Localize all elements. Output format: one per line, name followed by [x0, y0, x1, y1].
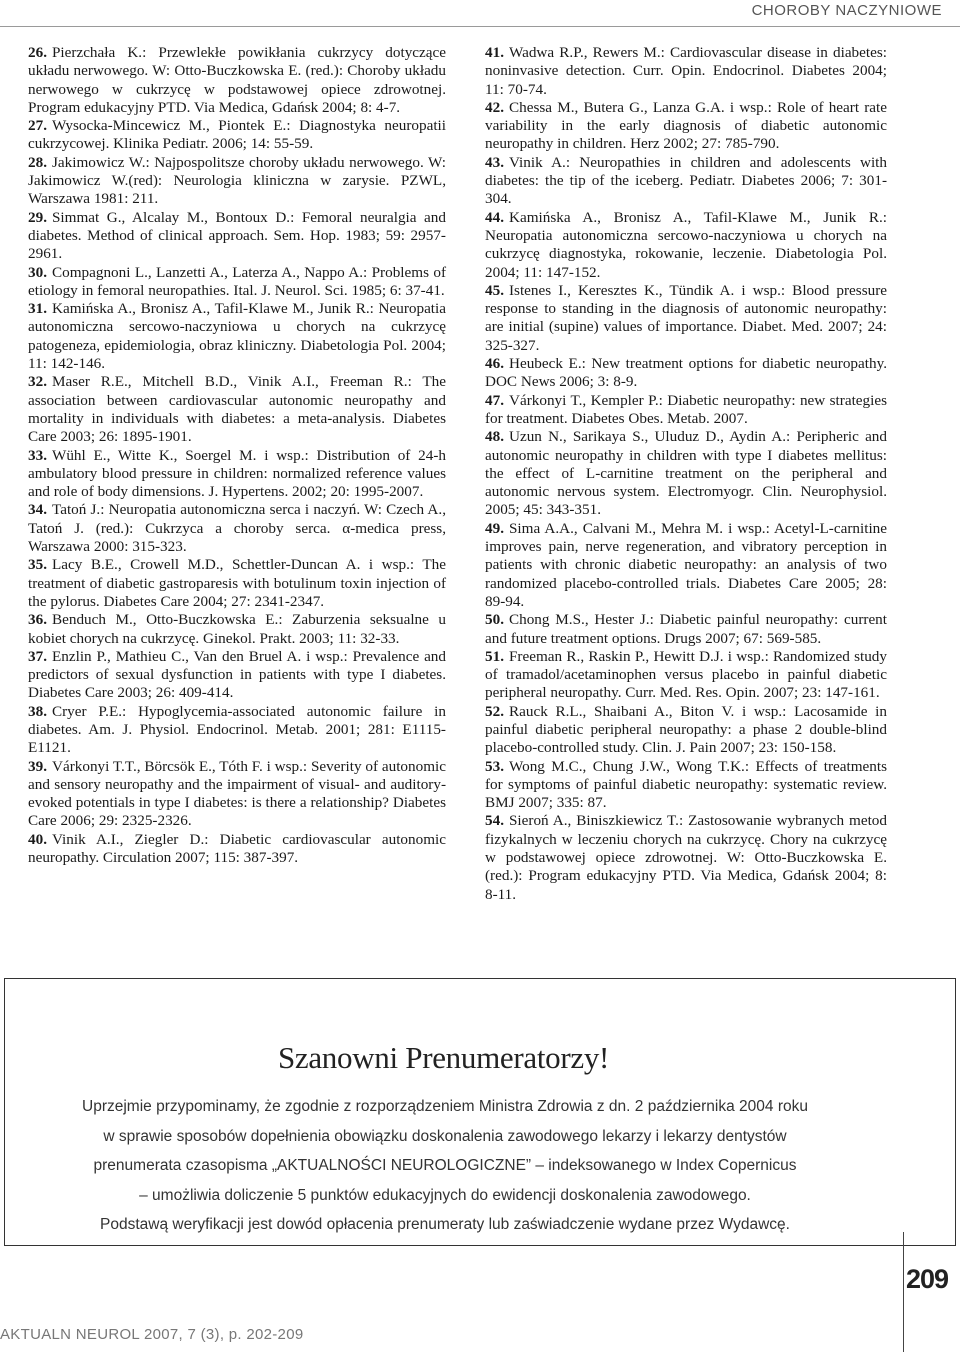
- reference-text: Vinik A.I., Ziegler D.: Diabetic cardiovascular autonomic neuropathy. Circulation 2007; 115: 387-397.: [28, 830, 446, 867]
- reference-item: [26, 117, 446, 154]
- references-column-right: [483, 44, 887, 904]
- reference-item: [26, 501, 446, 556]
- notice-body: [20, 1092, 870, 1240]
- header-divider: [0, 26, 960, 27]
- reference-item: [483, 758, 887, 813]
- reference-text: Freeman R., Raskin P., Hewitt D.J. i wsp.: Randomized study of tramadol/acetaminophen versus placebo in painful diabetic peripheral neuropathy. Curr. Med. Res. Opin. 2007; 23: 147-161.: [485, 647, 887, 702]
- reference-number: 27.: [28, 117, 47, 135]
- reference-number: 45.: [485, 281, 504, 299]
- notice-title: Szanowni Prenumeratorzy!: [277, 1040, 610, 1075]
- reference-text: Compagnoni L., Lanzetti A., Laterza A., Nappo A.: Problems of etiology in femoral neuropathies. Ital. J. Neurol. Sci. 1985; 6: 37-41.: [28, 263, 446, 299]
- reference-item: [483, 812, 887, 903]
- reference-number: 48.: [485, 428, 504, 446]
- notice-line: – umożliwia doliczenie 5 punktów edukacyjnych do ewidencji doskonalenia zawodowego.: [139, 1186, 751, 1204]
- reference-number: 49.: [485, 519, 504, 537]
- reference-number: 38.: [28, 702, 47, 720]
- reference-item: [483, 648, 887, 703]
- reference-number: 36.: [28, 611, 47, 629]
- reference-text: Pierzchała K.: Przewlekłe powikłania cukrzycy dotyczące układu nerwowego. W: Otto-Buczkowska E. (red.): Choroby układu nerwowego w cukrzycę w podstawowej opiece zdrowotnej. Program edukacyjny PTD. Via Medica, Gdańsk 2004; 8: 4-7.: [28, 44, 446, 116]
- reference-text: Sima A.A., Calvani M., Mehra M. i wsp.: Acetyl-L-carnitine improves pain, nerve regeneration, and vibratory perception in patients with chronic diabetic neuropathy: an analysis of two randomized placebo-controlled trials. Diabetes Care 2005; 28: 89-94.: [485, 519, 887, 610]
- reference-item: [26, 648, 446, 703]
- reference-item: [483, 703, 887, 758]
- notice-line: Uprzejmie przypominamy, że zgodnie z rozporządzeniem Ministra Zdrowia z dn. 2 października 2004 roku: [82, 1098, 808, 1115]
- reference-number: 31.: [28, 300, 47, 318]
- reference-text: Wong M.C., Chung J.W., Wong T.K.: Effects of treatments for symptoms of painful diabetic neuropathy: systematic review. BMJ 2007; 335: 87.: [485, 757, 887, 812]
- reference-number: 35.: [28, 556, 47, 574]
- reference-text: Chong M.S., Hester J.: Diabetic painful neuropathy: current and future treatment options. Drugs 2007; 67: 569-585.: [485, 611, 887, 647]
- page-number-divider: [903, 1232, 904, 1352]
- reference-text: Kamińska A., Bronisz A., Tafil-Klawe M., Junik R.: Neuropatia autonomiczna sercowo-naczyniowa u chorych na cukrzycę diagnostyka, rokowanie, leczenie. Diabetologia Pol. 2004; 11: 147-152.: [485, 208, 887, 281]
- reference-text: Simmat G., Alcalay M., Bontoux D.: Femoral neuralgia and diabetes. Method of clinical approach. Sem. Hop. 1983; 59: 2957-2961.: [28, 208, 446, 263]
- reference-number: 43.: [485, 153, 504, 171]
- reference-number: 50.: [485, 611, 504, 629]
- reference-text: Rauck R.L., Shaibani A., Biton V. i wsp.: Lacosamide in painful diabetic peripheral neuropathy: a phase 2 double-blind placebo-controlled study. Clin. J. Pain 2007; 23: 150-158.: [485, 702, 887, 757]
- reference-item: [26, 831, 446, 868]
- reference-item: [26, 556, 446, 611]
- reference-item: [483, 154, 887, 209]
- reference-item: [483, 428, 887, 519]
- reference-number: 30.: [28, 263, 47, 281]
- reference-text: Jakimowicz W.: Najpospolitsze choroby układu nerwowego. W: Jakimowicz W.(red): Neurologia kliniczna w zarysie. PZWL, Warszawa 1981: 211.: [28, 153, 446, 208]
- reference-item: [483, 392, 887, 429]
- reference-text: Lacy B.E., Crowell M.D., Schettler-Duncan A. i wsp.: The treatment of diabetic gastroparesis with botulinum toxin injection of the pylorus. Diabetes Care 2004; 27: 2341-2347.: [28, 556, 446, 610]
- reference-item: [26, 373, 446, 446]
- reference-text: Heubeck E.: New treatment options for diabetic neuropathy. DOC News 2006; 3: 8-9.: [485, 355, 887, 391]
- reference-number: 29.: [28, 208, 47, 226]
- reference-text: Enzlin P., Mathieu C., Van den Bruel A. i wsp.: Prevalence and predictors of sexual dysfunction in patients with type I diabetes. Diabetes Care 2003; 26: 409-414.: [28, 647, 446, 702]
- reference-number: 54.: [485, 812, 504, 830]
- reference-text: Várkonyi T., Kempler P.: Diabetic neuropathy: new strategies for treatment. Diabetes Obes. Metab. 2007.: [485, 391, 887, 427]
- reference-text: Kamińska A., Bronisz A., Tafil-Klawe M., Junik R.: Neuropatia autonomiczna sercowo-naczyniowa u chorych na cukrzycę patogeneza, epidemiologia, obraz kliniczny. Diabetologia Pol. 2004; 11: 142-146.: [28, 300, 446, 373]
- reference-item: [483, 520, 887, 611]
- reference-text: Uzun N., Sarikaya S., Uluduz D., Aydin A.: Peripheric and autonomic neuropathy in children with type I diabetes mellitus: the effect of L-carnitine treatment on the peripheral and autonomic nervous system. Electromyogr. Clin. Neurophysiol. 2005; 45: 343-351.: [485, 428, 887, 519]
- reference-number: 28.: [28, 153, 47, 171]
- page-number: 209: [906, 1264, 949, 1294]
- reference-item: [26, 154, 446, 209]
- reference-item: [483, 44, 887, 99]
- reference-number: 33.: [28, 446, 47, 464]
- reference-number: 32.: [28, 373, 47, 391]
- reference-number: 42.: [485, 98, 504, 116]
- reference-item: [483, 355, 887, 392]
- reference-number: 39.: [28, 757, 47, 775]
- reference-item: [26, 44, 446, 117]
- reference-number: 40.: [28, 830, 47, 848]
- reference-item: [26, 264, 446, 301]
- reference-number: 34.: [28, 501, 47, 519]
- reference-text: Sieroń A., Biniszkiewicz T.: Zastosowanie wybranych metod fizykalnych w leczeniu chorych na cukrzycę. Chory na cukrzycę w podstawowej opiece zdrowotnej. W: Otto-Buczkowska E. (red.): Program edukacyjny PTD. Via Medica, Gdańsk 2004; 8: 8-11.: [485, 812, 887, 903]
- reference-number: 26.: [28, 44, 47, 61]
- reference-text: Vinik A.: Neuropathies in children and adolescents with diabetes: the tip of the iceberg. Pediatr. Diabetes 2006; 7: 301-304.: [485, 153, 887, 208]
- reference-text: Maser R.E., Mitchell B.D., Vinik A.I., Freeman R.: The association between cardiovascular autonomic neuropathy and mortality in individuals with diabetes: a meta-analysis. Diabetes Care 2003; 26: 1895-1901.: [28, 373, 446, 446]
- reference-text: Cryer P.E.: Hypoglycemia-associated autonomic failure in diabetes. Am. J. Physiol. Endocrinol. Metab. 2001; 281: E1115-E1121.: [28, 702, 446, 757]
- reference-item: [483, 209, 887, 282]
- reference-text: Wühl E., Witte K., Soergel M. i wsp.: Distribution of 24-h ambulatory blood pressure in children: normalized reference values and role of body dimensions. J. Hypertens. 2002; 20: 1995-2007.: [28, 446, 446, 501]
- reference-item: [26, 758, 446, 831]
- reference-number: 41.: [485, 44, 504, 61]
- reference-text: Wadwa R.P., Rewers M.: Cardiovascular disease in diabetes: noninvasive detection. Curr. Opin. Endocrinol. Diabetes 2004; 11: 70-74.: [485, 44, 887, 98]
- reference-number: 46.: [485, 355, 504, 373]
- notice-line: w sprawie sposobów dopełnienia obowiązku doskonalenia zawodowego lekarzy i lekarzy dentystów: [103, 1127, 787, 1145]
- reference-number: 44.: [485, 208, 504, 226]
- reference-text: Wysocka-Mincewicz M., Piontek E.: Diagnostyka neuropatii cukrzycowej. Klinika Pediatr. 2006; 14: 55-59.: [28, 117, 446, 153]
- footer-citation: AKTUALN NEUROL 2007, 7 (3), p. 202-209: [0, 1326, 304, 1343]
- notice-line: prenumerata czasopisma „AKTUALNOŚCI NEUROLOGICZNE” – indeksowanego w Index Copernicus: [93, 1157, 797, 1174]
- reference-text: Várkonyi T.T., Börcsök E., Tóth F. i wsp.: Severity of autonomic and sensory neuropathy and the impairment of visual- and auditory-evoked potentials in type I diabetes: is there a relationship? Diabetes Care 2006; 29: 2325-2326.: [28, 757, 446, 830]
- reference-item: [26, 300, 446, 373]
- reference-number: 37.: [28, 647, 47, 665]
- reference-number: 51.: [485, 647, 504, 665]
- reference-item: [483, 99, 887, 154]
- reference-item: [483, 611, 887, 648]
- reference-number: 53.: [485, 757, 504, 775]
- reference-number: 47.: [485, 391, 504, 409]
- reference-text: Istenes I., Keresztes K., Tündik A. i wsp.: Blood pressure response to standing in the diagnosis of autonomic neuropathy: are initial (supine) values of importance. Diabet. Med. 2007; 24: 325-327.: [485, 281, 887, 354]
- reference-number: 52.: [485, 702, 504, 720]
- reference-text: Benduch M., Otto-Buczkowska E.: Zaburzenia seksualne u kobiet chorych na cukrzycę. Ginekol. Prakt. 2003; 11: 32-33.: [28, 611, 446, 647]
- references-column-left: [26, 44, 446, 867]
- running-header: CHOROBY NACZYNIOWE: [751, 2, 942, 19]
- reference-item: [26, 703, 446, 758]
- reference-text: Tatoń J.: Neuropatia autonomiczna serca i naczyń. W: Czech A., Tatoń J. (red.): Cukrzyca a choroby serca. α-medica press, Warszawa 2000: 315-323.: [28, 501, 446, 556]
- reference-item: [26, 209, 446, 264]
- reference-item: [483, 282, 887, 355]
- reference-text: Chessa M., Butera G., Lanza G.A. i wsp.: Role of heart rate variability in the early diagnosis of diabetic autonomic neuropathy in children. Herz 2002; 27: 785-790.: [485, 98, 887, 153]
- reference-item: [26, 447, 446, 502]
- reference-item: [26, 611, 446, 648]
- notice-line: Podstawą weryfikacji jest dowód opłacenia prenumeraty lub zaświadczenie wydane przez Wydawcę.: [100, 1216, 790, 1233]
